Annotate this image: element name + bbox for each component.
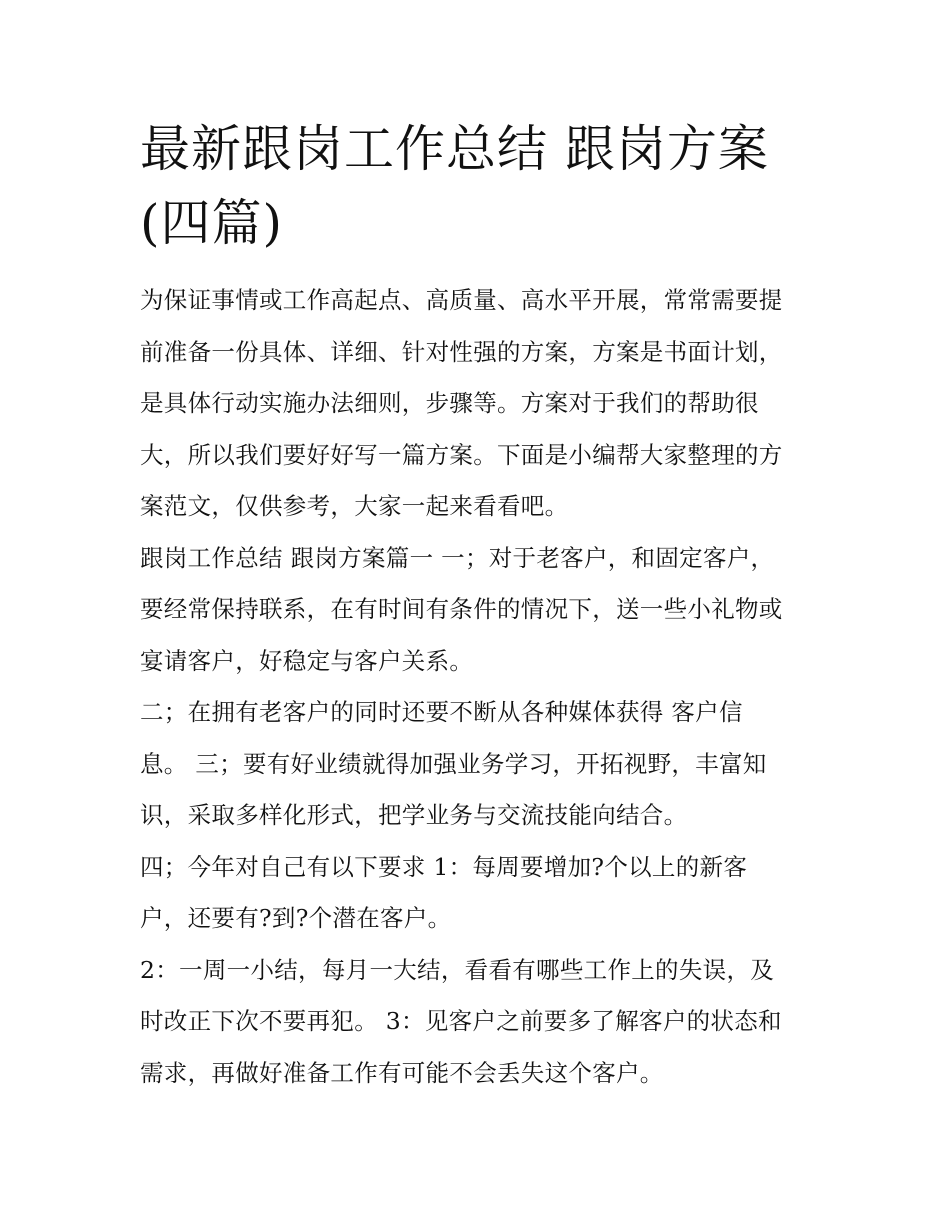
body-line: 时改正下次不要再犯。 3：见客户之前要多了解客户的状态和 — [140, 1007, 782, 1035]
body-line: 二；在拥有老客户的同时还要不断从各种媒体获得 客户信 — [140, 698, 743, 726]
body-line: 为保证事情或工作高起点、高质量、高水平开展，常常需要提 — [140, 286, 783, 314]
body-line: 跟岗工作总结 跟岗方案篇一 一；对于老客户，和固定客户， — [140, 543, 775, 572]
body-line: 案范文，仅供参考，大家一起来看看吧。 — [140, 492, 569, 520]
document-title — [140, 112, 820, 260]
body-line: 息。 三；要有好业绩就得加强业务学习，开拓视野，丰富知 — [140, 749, 767, 778]
title-line: (四篇) — [140, 194, 284, 252]
body-line: 户，还要有?到?个潜在客户。 — [140, 904, 452, 932]
body-line: 需求，再做好准备工作有可能不会丢失这个客户。 — [140, 1058, 664, 1087]
body-line: 前准备一份具体、详细、针对性强的方案，方案是书面计划， — [140, 337, 783, 366]
body-line: 要经常保持联系，在有时间有条件的情况下，送一些小礼物或 — [140, 595, 783, 623]
body-line: 宴请客户，好稳定与客户关系。 — [140, 646, 474, 675]
body-line: 2：一周一小结，每月一大结，看看有哪些工作上的失误，及 — [140, 955, 775, 984]
body-line: 是具体行动实施办法细则，步骤等。方案对于我们的帮助很 — [140, 389, 759, 417]
document-body — [140, 275, 830, 1099]
body-line: 识，采取多样化形式，把学业务与交流技能向结合。 — [140, 801, 688, 829]
title-line: 最新跟岗工作总结 跟岗方案 — [140, 120, 769, 178]
body-line: 大，所以我们要好好写一篇方案。下面是小编帮大家整理的方 — [140, 440, 783, 469]
body-line: 四；今年对自己有以下要求 1：每周要增加?个以上的新客 — [140, 852, 748, 881]
